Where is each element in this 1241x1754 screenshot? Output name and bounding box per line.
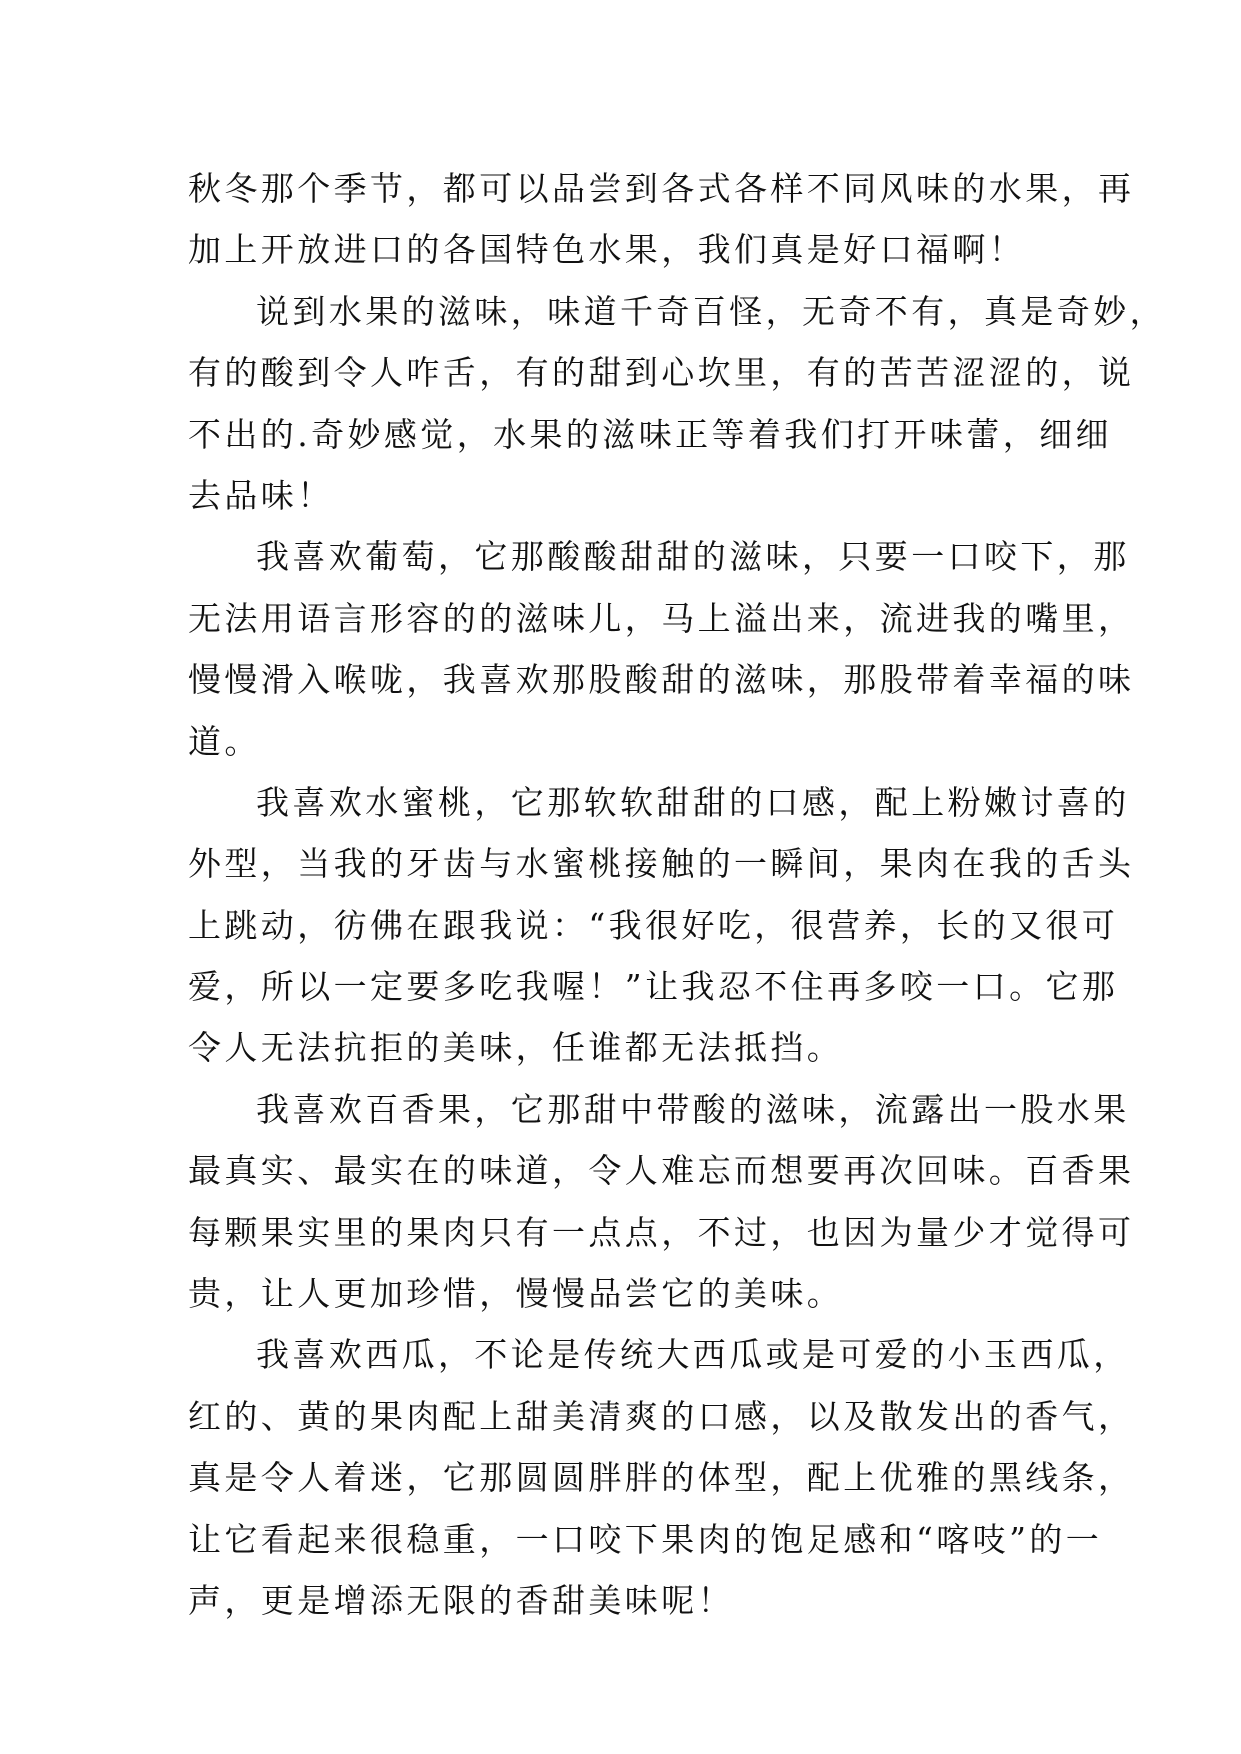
text-line: 上跳动，彷佛在跟我说：“我很好吃，很营养，长的又很可 bbox=[188, 905, 1119, 945]
paragraph-first-line: 我喜欢葡萄，它那酸酸甜甜的滋味，只要一口咬下，那 bbox=[256, 537, 1130, 577]
paragraph-first-line: 我喜欢百香果，它那甜中带酸的滋味，流露出一股水果 bbox=[256, 1089, 1130, 1129]
text-line: 有的酸到令人咋舌，有的甜到心坎里，有的苦苦涩涩的，说 bbox=[188, 353, 1135, 393]
text-line: 去品味！ bbox=[188, 475, 334, 515]
text-line: 每颗果实里的果肉只有一点点，不过，也因为量少才觉得可 bbox=[188, 1212, 1135, 1252]
text-line: 声，更是增添无限的香甜美味呢！ bbox=[188, 1580, 734, 1620]
text-line: 无法用语言形容的的滋味儿，马上溢出来，流进我的嘴里， bbox=[188, 598, 1135, 638]
text-line: 外型，当我的牙齿与水蜜桃接触的一瞬间，果肉在我的舌头 bbox=[188, 844, 1135, 884]
text-line: 道。 bbox=[188, 721, 261, 761]
text-line: 爱，所以一定要多吃我喔！”让我忍不住再多咬一口。它那 bbox=[188, 967, 1119, 1007]
text-line: 真是令人着迷，它那圆圆胖胖的体型，配上优雅的黑线条， bbox=[188, 1458, 1135, 1498]
paragraph-first-line: 我喜欢西瓜，不论是传统大西瓜或是可爱的小玉西瓜， bbox=[256, 1335, 1130, 1375]
paragraph-first-line: 说到水果的滋味，味道千奇百怪，无奇不有，真是奇妙， bbox=[256, 291, 1166, 331]
text-line: 最真实、最实在的味道，令人难忘而想要再次回味。百香果 bbox=[188, 1151, 1135, 1191]
essay-body bbox=[188, 158, 1166, 1631]
text-line: 贵，让人更加珍惜，慢慢品尝它的美味。 bbox=[188, 1274, 844, 1314]
text-line: 不出的.奇妙感觉，水果的滋味正等着我们打开味蕾，细细 bbox=[188, 414, 1112, 454]
text-line: 秋冬那个季节，都可以品尝到各式各样不同风味的水果，再 bbox=[188, 169, 1135, 208]
paragraph-first-line: 我喜欢水蜜桃，它那软软甜甜的口感，配上粉嫩讨喜的 bbox=[256, 782, 1130, 822]
text-line: 加上开放进口的各国特色水果，我们真是好口福啊！ bbox=[188, 230, 1026, 270]
text-line: 让它看起来很稳重，一口咬下果肉的饱足感和“喀吱”的一 bbox=[188, 1519, 1103, 1559]
text-line: 红的、黄的果肉配上甜美清爽的口感，以及散发出的香气， bbox=[188, 1396, 1135, 1436]
text-line: 令人无法抗拒的美味，任谁都无法抵挡。 bbox=[188, 1028, 844, 1068]
text-line: 慢慢滑入喉咙，我喜欢那股酸甜的滋味，那股带着幸福的味 bbox=[188, 660, 1135, 700]
